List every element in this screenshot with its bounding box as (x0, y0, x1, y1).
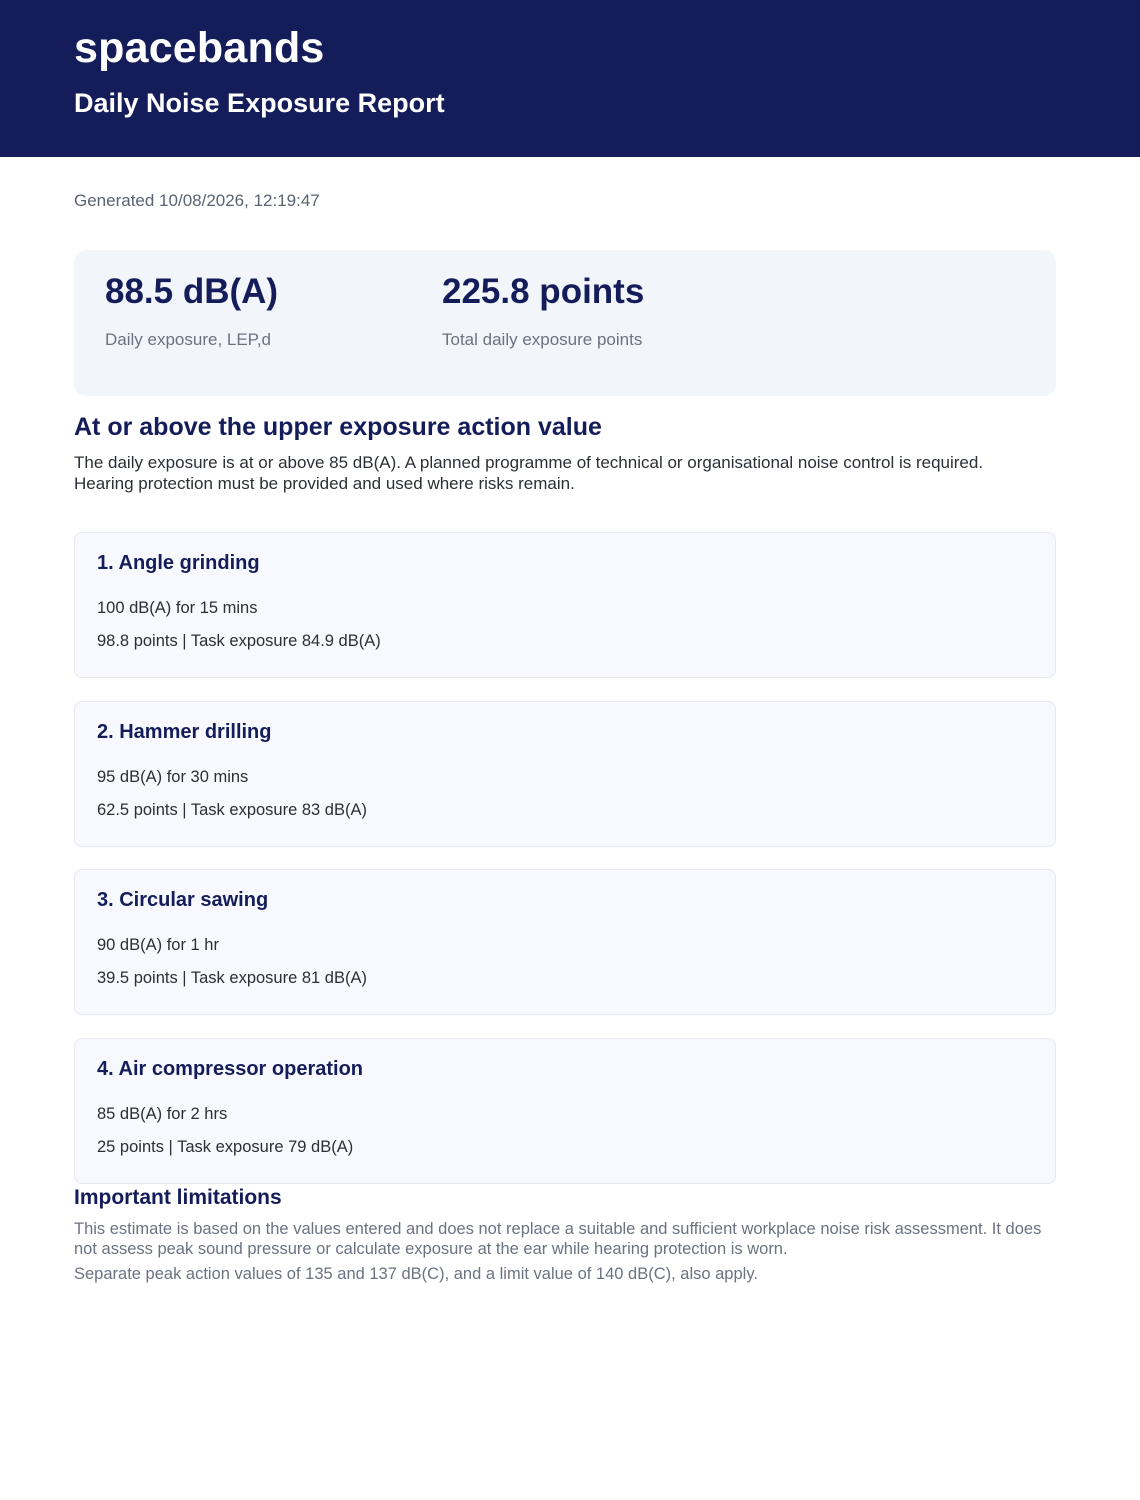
task-points: 39.5 points | Task exposure 81 dB(A) (97, 969, 367, 987)
status-heading: At or above the upper exposure action value (74, 413, 602, 441)
task-points: 62.5 points | Task exposure 83 dB(A) (97, 801, 367, 819)
task-title: 4. Air compressor operation (97, 1058, 363, 1080)
task-card (74, 701, 1056, 847)
task-points: 25 points | Task exposure 79 dB(A) (97, 1138, 354, 1156)
lep-value: 88.5 dB(A) (105, 272, 279, 311)
task-level: 85 dB(A) for 2 hrs (97, 1105, 228, 1123)
points-label: Total daily exposure points (442, 330, 643, 349)
peak-values-note: Separate peak action values of 135 and 137 dB(C), and a limit value of 140 dB(C), also apply. (74, 1265, 758, 1283)
task-title: 2. Hammer drilling (97, 721, 272, 743)
points-value: 225.8 points (442, 272, 645, 311)
status-text: The daily exposure is at or above 85 dB(A). A planned programme of technical or organisational noise control is required. Hearing protection must be provided and used where risks remain. (74, 453, 984, 493)
report-header (0, 0, 1140, 157)
report-title: Daily Noise Exposure Report (74, 88, 445, 118)
task-card (74, 869, 1056, 1015)
generated-timestamp: Generated 10/08/2026, 12:19:47 (74, 191, 320, 210)
limitations-text: This estimate is based on the values entered and does not replace a suitable and sufficient workplace noise risk assessment. It does not assess peak sound pressure or calculate exposure at the ear while hearing protection is worn. (74, 1220, 1042, 1258)
lep-metric (105, 270, 278, 351)
task-card (74, 532, 1056, 678)
brand-name: spacebands (74, 24, 325, 72)
task-level: 100 dB(A) for 15 mins (97, 599, 258, 617)
lep-label: Daily exposure, LEP,d (105, 330, 272, 349)
limitations-heading: Important limitations (74, 1186, 282, 1209)
task-points: 98.8 points | Task exposure 84.9 dB(A) (97, 632, 381, 650)
points-metric (442, 270, 644, 351)
task-level: 95 dB(A) for 30 mins (97, 768, 249, 786)
task-title: 1. Angle grinding (97, 552, 260, 574)
task-level: 90 dB(A) for 1 hr (97, 936, 219, 954)
task-title: 3. Circular sawing (97, 889, 269, 911)
exposure-summary (74, 250, 1056, 396)
task-card (74, 1038, 1056, 1184)
